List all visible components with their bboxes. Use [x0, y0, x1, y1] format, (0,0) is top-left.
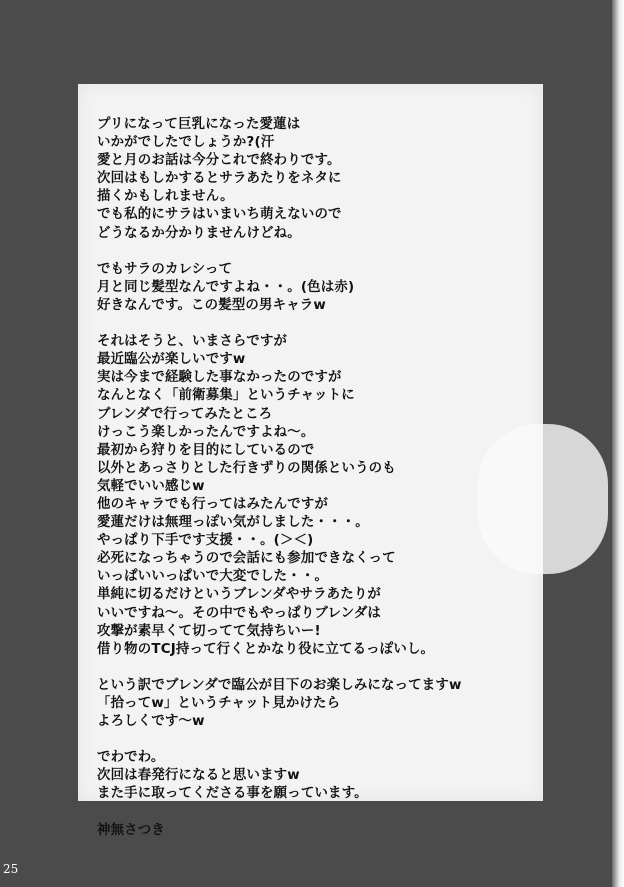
text-line: 次回は春発行になると思いますw: [97, 768, 300, 784]
paragraph-gap: [97, 243, 537, 261]
text-line: 実は今まで経験した事なかったのですが: [97, 370, 342, 386]
text-line: 描くかもしれません。: [97, 189, 234, 205]
text-line: けっこう楽しかったんですよね～。: [97, 424, 315, 440]
text-line: でわでわ。: [97, 750, 165, 766]
text-line: ブレンダで行ってみたところ: [97, 406, 273, 422]
paragraph-gap: [97, 659, 537, 677]
text-line: 借り物のTCJ持って行くとかなり役に立てるっぽいし。: [97, 641, 435, 657]
afterword-text: [97, 116, 537, 840]
text-line: 以外とあっさりとした行きずりの関係というのも: [97, 460, 396, 476]
text-line: 次回はもしかするとサラあたりをネタに: [97, 171, 342, 187]
text-line: でも私的にサラはいまいち萌えないので: [97, 207, 342, 223]
paragraph-gap: [97, 315, 537, 333]
text-line: 「拾ってw」というチャット見かけたら: [97, 696, 341, 711]
text-line: なんとなく「前衛募集」というチャットに: [97, 388, 355, 404]
text-line: 必死になっちゃうので会話にも参加できなくって: [97, 551, 396, 567]
text-line: 攻撃が素早くて切ってて気持ちいー!: [97, 623, 321, 639]
text-line: 愛と月のお話は今分これで終わりです。: [97, 153, 341, 169]
text-line: 愛蓮だけは無理っぽい気がしました・・・。: [97, 515, 369, 531]
text-line: 単純に切るだけというブレンダやサラあたりが: [97, 587, 381, 603]
text-line: 他のキャラでも行ってはみたんですが: [97, 496, 329, 512]
text-line: また手に取ってくださる事を願っています。: [97, 786, 368, 802]
text-line: プリになって巨乳になった愛蓮は: [97, 117, 301, 132]
text-line: いいですね～。その中でもやっぱりブレンダは: [97, 605, 381, 621]
text-line: それはそうと、いまさらですが: [97, 334, 288, 350]
text-line: 気軽でいい感じw: [97, 478, 205, 494]
paragraph-gap: [97, 804, 537, 822]
text-line: でもサラのカレシって: [97, 261, 233, 277]
text-line: やっぱり下手です支援・・。(＞＜): [97, 533, 314, 549]
paragraph-gap: [97, 731, 537, 749]
text-line: 最初から狩りを目的にしているので: [97, 442, 315, 458]
page-edge: [612, 0, 624, 887]
text-line: どうなるか分かりませんけどね。: [97, 225, 301, 241]
text-line: よろしくです～w: [97, 714, 205, 730]
text-line: という訳でブレンダで臨公が目下のお楽しみになってますw: [97, 677, 462, 693]
text-line: いかがでしたでしょうか?(汗: [97, 135, 275, 151]
page-number: 25: [3, 862, 19, 876]
text-line: 月と同じ髪型なんですよね・・。(色は赤): [97, 279, 355, 295]
text-line: いっぱいいっぱいで大変でした・・。: [97, 569, 329, 585]
text-line: 神無さつき: [97, 822, 165, 838]
text-line: 好きなんです。この髪型の男キャラw: [97, 297, 326, 313]
text-line: 最近臨公が楽しいですw: [97, 352, 246, 368]
